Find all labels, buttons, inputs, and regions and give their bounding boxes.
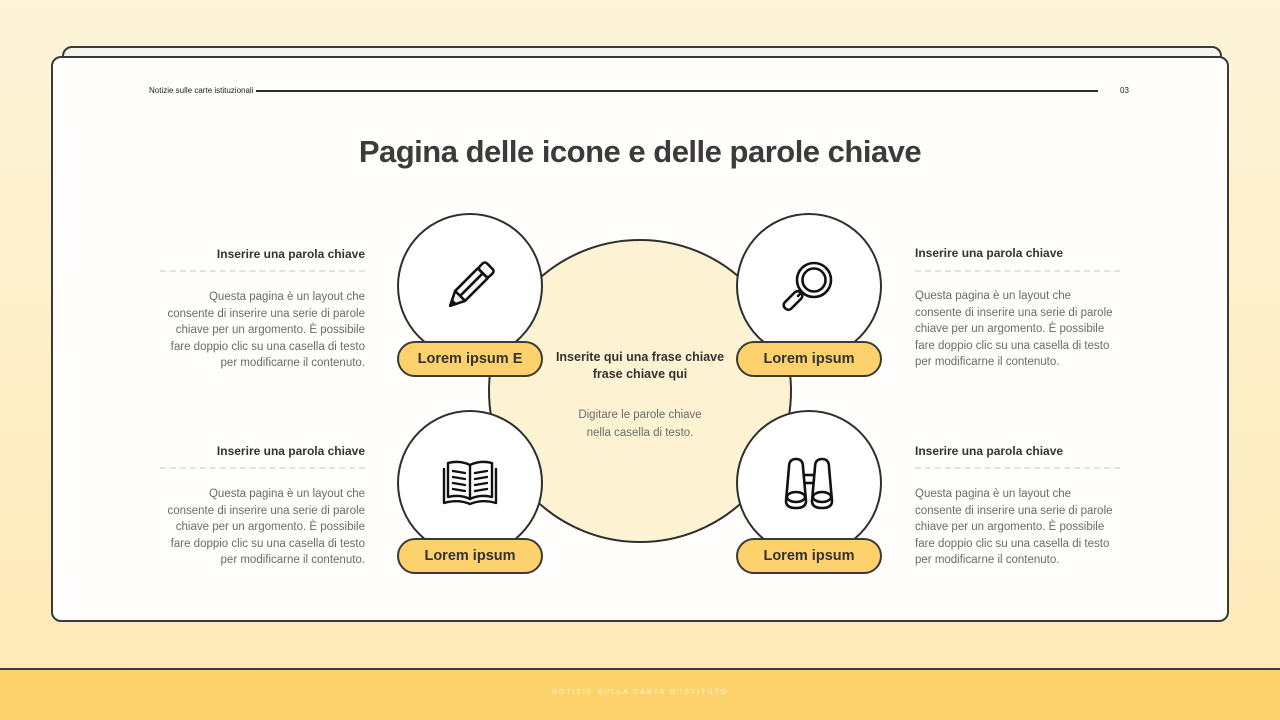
body-line: consente di inserire una serie di parole	[915, 504, 1113, 517]
divider-bottom-left	[160, 467, 365, 469]
divider-top-right	[915, 270, 1120, 272]
body-line: Questa pagina è un layout che	[208, 291, 365, 303]
center-sub-line2: nella casella di testo.	[586, 427, 694, 439]
pill-top-right[interactable]: Lorem ipsum	[736, 341, 882, 377]
keyword-body-top-right[interactable]	[915, 288, 1125, 371]
body-line: per modificarne il contenuto.	[220, 357, 365, 370]
body-line: per modificarne il contenuto.	[220, 554, 365, 567]
page-title: Pagina delle icone e delle parole chiave	[358, 134, 922, 169]
body-line: consente di inserire una serie di parole	[167, 307, 365, 320]
pill-bottom-right[interactable]: Lorem ipsum	[736, 538, 882, 574]
center-sub-line1: Digitare le parole chiave	[578, 409, 702, 421]
keyword-body-top-left[interactable]	[155, 289, 365, 372]
icon-circle-bottom-right	[736, 410, 882, 556]
body-line: fare doppio clic su una casella di testo	[915, 537, 1110, 550]
pill-top-left[interactable]: Lorem ipsum E	[397, 341, 543, 377]
keyword-title-top-right[interactable]: Inserire una parola chiave	[915, 246, 1064, 260]
body-line: fare doppio clic su una casella di testo	[170, 537, 365, 550]
body-line: fare doppio clic su una casella di testo	[915, 339, 1110, 352]
pill-bottom-left[interactable]: Lorem ipsum	[397, 538, 543, 574]
magnifier-icon	[779, 256, 839, 316]
keyword-body-bottom-right[interactable]	[915, 486, 1125, 569]
body-line: chiave per un argomento. È possibile	[915, 323, 1105, 336]
body-line: chiave per un argomento. È possibile	[175, 521, 365, 534]
keyword-body-bottom-left[interactable]	[155, 486, 365, 569]
pencil-icon	[440, 256, 500, 316]
center-heading-line2: frase chiave qui	[592, 367, 688, 381]
body-line: Questa pagina è un layout che	[208, 488, 365, 500]
center-subtext[interactable]	[555, 406, 725, 442]
body-line: consente di inserire una serie di parole	[915, 306, 1113, 319]
center-heading[interactable]	[540, 349, 740, 383]
center-heading-line1: Inserite qui una frase chiave	[555, 350, 725, 364]
body-line: fare doppio clic su una casella di testo	[170, 340, 365, 353]
keyword-title-top-left[interactable]: Inserire una parola chiave	[216, 247, 365, 261]
keyword-title-bottom-right[interactable]: Inserire una parola chiave	[915, 444, 1064, 458]
body-line: per modificarne il contenuto.	[915, 356, 1060, 369]
body-line: per modificarne il contenuto.	[915, 554, 1060, 567]
binoculars-icon	[779, 453, 839, 513]
body-line: chiave per un argomento. È possibile	[915, 521, 1105, 534]
book-icon	[440, 453, 500, 513]
body-line: Questa pagina è un layout che	[915, 290, 1072, 302]
body-line: consente di inserire una serie di parole	[167, 504, 365, 517]
body-line: Questa pagina è un layout che	[915, 488, 1072, 500]
header-divider	[256, 90, 1098, 92]
header-text: Notizie sulle carte istituzionali	[149, 86, 254, 95]
divider-top-left	[160, 270, 365, 272]
page-number: 03	[1120, 86, 1129, 95]
body-line: chiave per un argomento. È possibile	[175, 324, 365, 337]
footer-text: NOTIZIE SULLA CARTA D'ISTITUTO	[551, 689, 729, 696]
keyword-title-bottom-left[interactable]: Inserire una parola chiave	[216, 444, 365, 458]
icon-circle-top-right	[736, 213, 882, 359]
icon-circle-top-left	[397, 213, 543, 359]
icon-circle-bottom-left	[397, 410, 543, 556]
divider-bottom-right	[915, 467, 1120, 469]
